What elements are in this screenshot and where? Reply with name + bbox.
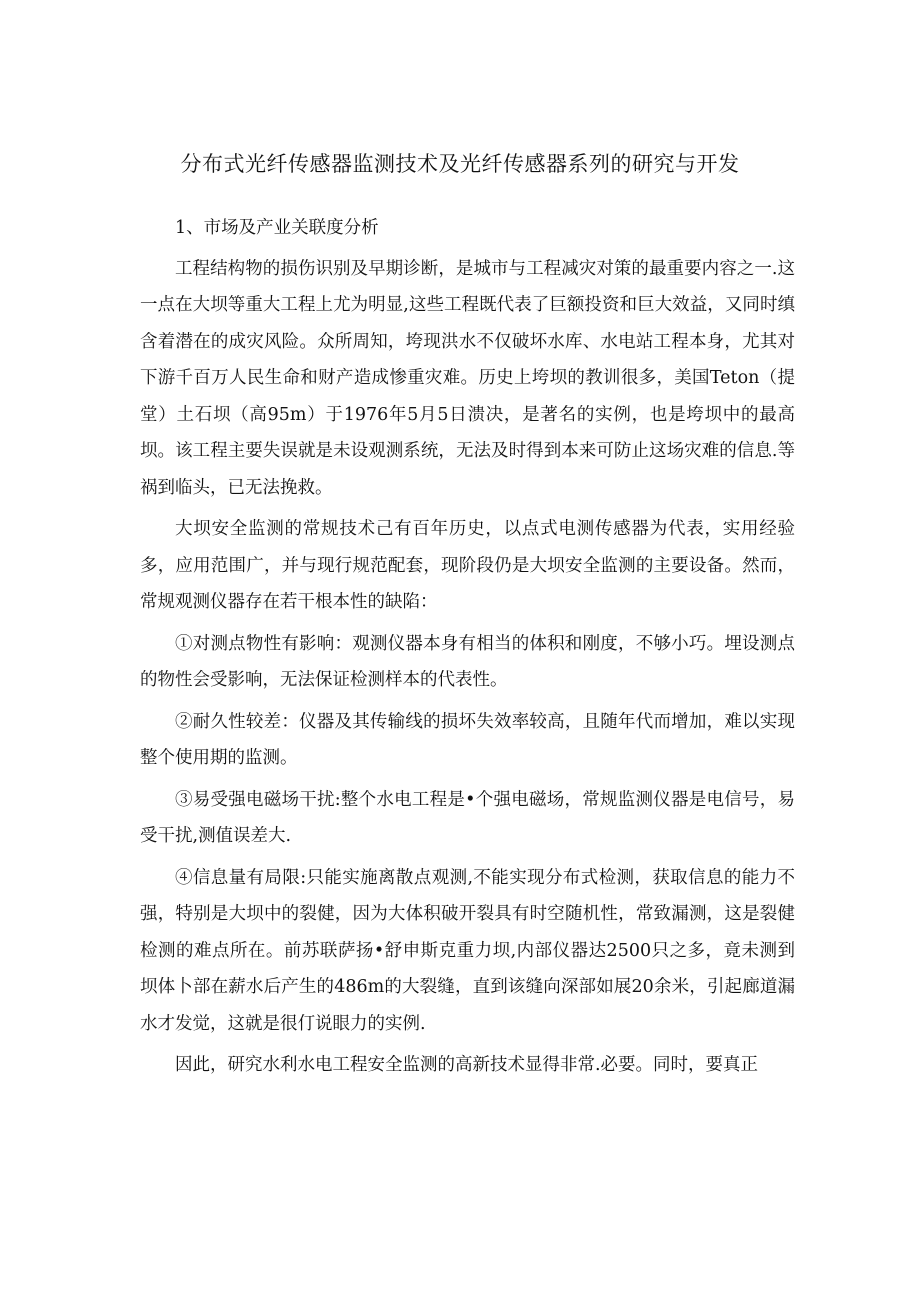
paragraph-6: ④信息量有局限:只能实施离散点观测,不能实现分布式检测，获取信息的能力不强，特别是大坝中的裂健，因为大体积破开裂具有时空随机性，常致漏测，这是裂健检测的难点所在。前苏联萨扬•舒申斯克重力坝,内部仪器达2500只之多，竟未测到坝体卜部在薪水后产生的486m的大裂缝，直到该缝向深部如展20余米，引起廊道漏水才发觉，这就是很仃说眼力的实例. xyxy=(140,867,795,1034)
paragraph-3: ①对测点物性有影响：观测仪器本身有相当的体积和刚度，不够小巧。埋设测点的物性会受影响，无法保证检测样本的代表性。 xyxy=(140,633,795,690)
paragraph-5: ③易受强电磁场干扰:整个水电工程是•个强电磁场，常规监测仪器是电信号，易受干扰,测值误差大. xyxy=(140,789,795,846)
paragraph-2: 大坝安全监测的常规技术己有百年历史，以点式电测传感器为代表，实用经验多，应用范围广，并与现行规范配套，现阶段仍是大坝安全监测的主要设备。然而，常规观测仪器存在若干根本性的缺陷： xyxy=(140,519,795,612)
paragraph-1: 工程结构物的损伤识别及早期诊断，是城市与工程减灾对策的最重要内容之一.这一点在大坝等重大工程上尤为明显,这些工程既代表了巨额投资和巨大效益，又同时缜含着潜在的成灾风险。众所周知，垮现洪水不仅破坏水库、水电站工程本身，尤其对下游千百万人民生命和财产造成惨重灾难。历史上垮坝的教训很多，美国Teton（提堂）土石坝（高95m）于1976年5月5日溃决，是著名的实例，也是垮坝中的最高坝。该工程主要失误就是未设观测系统，无法及时得到本来可防止这场灾难的信息.等祸到临头，已无法挽救。 xyxy=(140,258,795,498)
document-title: 分布式光纤传感器监测技术及光纤传感器系列的研究与开发 xyxy=(180,152,740,176)
document-body xyxy=(140,210,795,1089)
section-heading: 1、市场及产业关联度分析 xyxy=(175,218,379,238)
paragraph-7: 因此，研究水利水电工程安全监测的高新技术显得非常.必要。同时，要真正 xyxy=(175,1055,759,1075)
paragraph-4: ②耐久性较差：仪器及其传输线的损坏失效率较高，且随年代而增加，难以实现整个使用期的监测。 xyxy=(140,711,795,768)
